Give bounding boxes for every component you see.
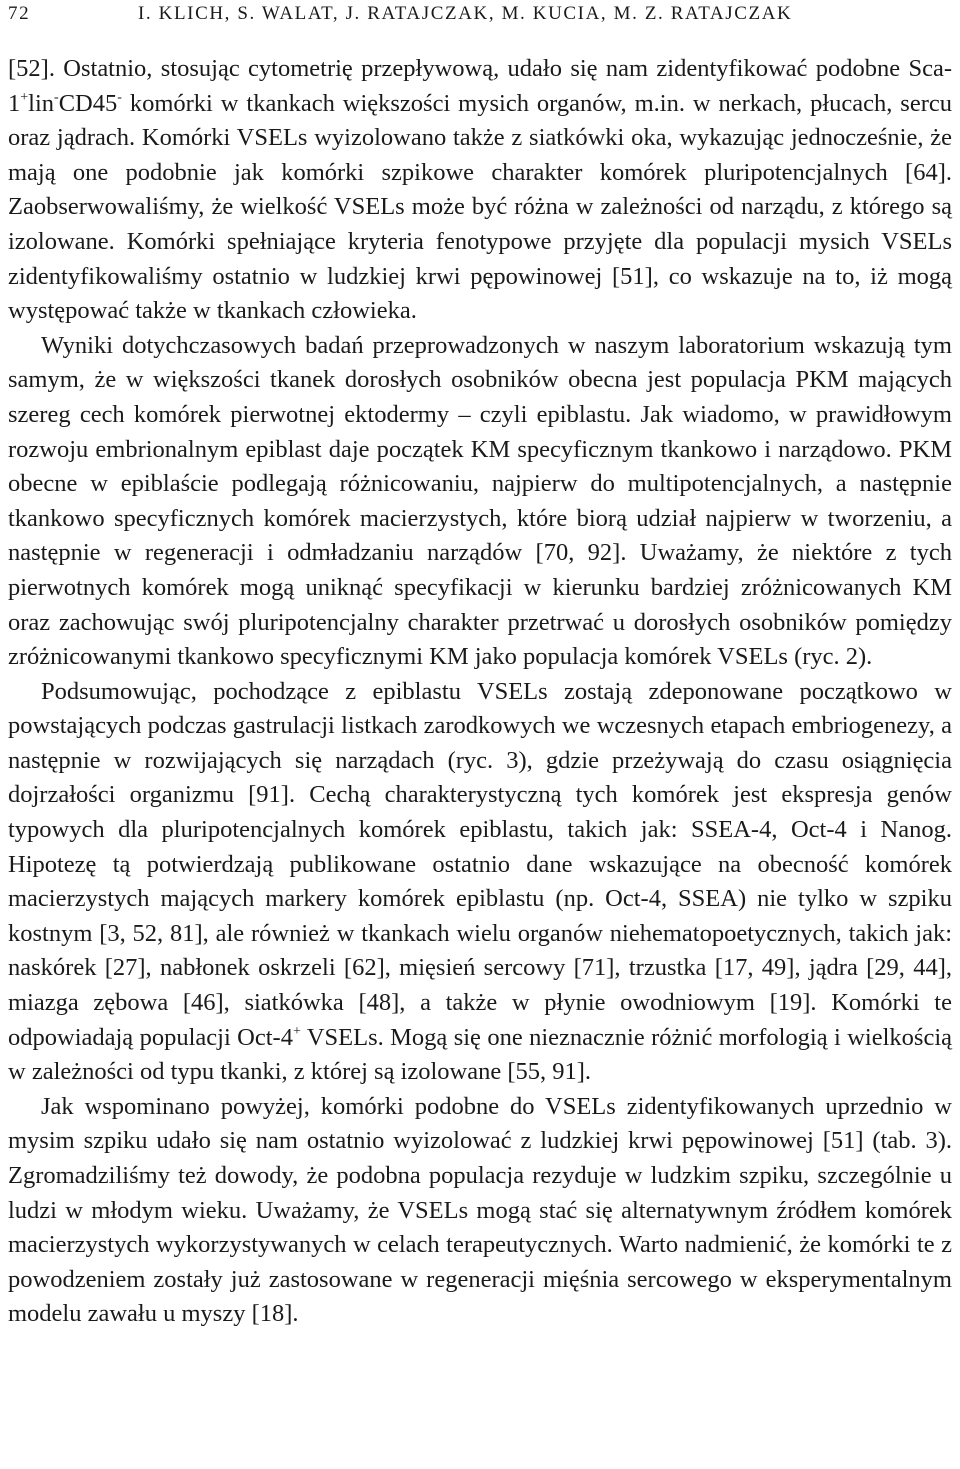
text-run: Podsumowując, pochodzące z epiblastu VSELs zostają zdeponowane początkowo w powstających podczas gastrulacji listkach zarodkowych we wczesnych etapach embriogenezy, a następnie w rozwijających się narządach (ryc. 3), gdzie przeżywają do czasu osiągnięcia dojrzałości organizmu [91]. Cechą charakterystyczną tych komórek jest ekspresja genów typowych dla pluripotencjalnych komórek epiblastu, takich jak: SSEA-4, Oct-4 i Nanog. Hipotezę tą potwierdzają publikowane ostatnio dane wskazujące na obecność komórek macierzystych mających markery komórek epiblastu (np. Oct-4, SSEA) nie tylko w szpiku kostnym [3, 52, 81], ale również w tkankach wielu organów niehematopoetycznych, takich jak: naskórek [27], nabłonek oskrzeli [62], mięsień sercowy [71], trzustka [17, 49], jądra [29, 44], miazga zębowa [46], siatkówka [48], a także w płynie owodniowym [19]. Komórki te odpowiadają populacji Oct-4 bbox=[8, 677, 952, 1051]
superscript: + bbox=[20, 89, 29, 105]
page-number: 72 bbox=[8, 3, 31, 24]
body-text bbox=[8, 52, 952, 1332]
text-run: VSELs. Mogą się one nieznacznie różnić morfologią i wielkością w zależności od typu tkanki, z której są izolowane [55, 91]. bbox=[8, 1023, 952, 1086]
paragraph bbox=[8, 675, 952, 1090]
superscript: - bbox=[54, 89, 59, 105]
superscript: + bbox=[292, 1023, 301, 1039]
paragraph bbox=[8, 52, 952, 329]
text-run: lin bbox=[28, 89, 55, 117]
paragraph bbox=[8, 1090, 952, 1332]
running-head bbox=[8, 2, 952, 26]
text-run: komórki w tkankach większości mysich organów, m.in. w nerkach, płucach, sercu oraz jądrach. Komórki VSELs wyizolowano także z siatkówki oka, wykazując jednocześnie, że mają one podobnie jak komórki szpikowe charakter komórek pluripotencjalnych [64]. Zaobserwowaliśmy, że wielkość VSELs może być różna w zależności od narządu, z którego są izolowane. Komórki spełniające kryteria fenotypowe przyjęte dla populacji mysich VSELs zidentyfikowaliśmy ostatnio w ludzkiej krwi pępowinowej [51], co wskazuje na to, iż mogą występować także w tkankach człowieka. bbox=[8, 89, 952, 325]
paragraph bbox=[8, 329, 952, 675]
text-run: Jak wspominano powyżej, komórki podobne do VSELs zidentyfikowanych uprzednio w mysim szpiku udało się nam ostatnio wyizolować z ludzkiej krwi pępowinowej [51] (tab. 3). Zgromadziliśmy też dowody, że podobna populacja rezyduje w ludzkim szpiku, szczególnie u ludzi w młodym wieku. Uważamy, że VSELs mogą stać się alternatywnym źródłem komórek macierzystych wykorzystywanych w celach terapeutycznych. Warto nadmienić, że komórki te z powodzeniem zostały już zastosowane w regeneracji mięśnia sercowego w eksperymentalnym modelu zawału u myszy [18]. bbox=[8, 1092, 952, 1328]
superscript: - bbox=[117, 89, 122, 105]
text-run: Wyniki dotychczasowych badań przeprowadzonych w naszym laboratorium wskazują tym samym, że w większości tkanek dorosłych osobników obecna jest populacja PKM mających szereg cech komórek pierwotnej ektodermy – czyli epiblastu. Jak wiadomo, w prawidłowym rozwoju embrionalnym epiblast daje początek KM specyficznym tkankowo i narządowo. PKM obecne w epiblaście podlegają różnicowaniu, najpierw do multipotencjalnych, a następnie tkankowo specyficznych komórek macierzystych, które biorą udział najpierw w tworzeniu, a następnie w regeneracji i odmładzaniu narządów [70, 92]. Uważamy, że niektóre z tych pierwotnych komórek mogą uniknąć specyfikacji w kierunku bardziej zróżnicowanych KM oraz zachowując swój pluripotencjalny charakter przetrwać u dorosłych osobników pomiędzy zróżnicowanymi tkankowo specyficznymi KM jako populacja komórek VSELs (ryc. 2). bbox=[8, 331, 952, 671]
text-run: [52]. Ostatnio, stosując cytometrię przepływową, udało się nam zidentyfikować podobne Sca-1 bbox=[8, 55, 952, 117]
running-head-authors: I. KLICH, S. WALAT, J. RATAJCZAK, M. KUCIA, M. Z. RATAJCZAK bbox=[138, 3, 793, 24]
text-run: CD45 bbox=[58, 89, 118, 117]
